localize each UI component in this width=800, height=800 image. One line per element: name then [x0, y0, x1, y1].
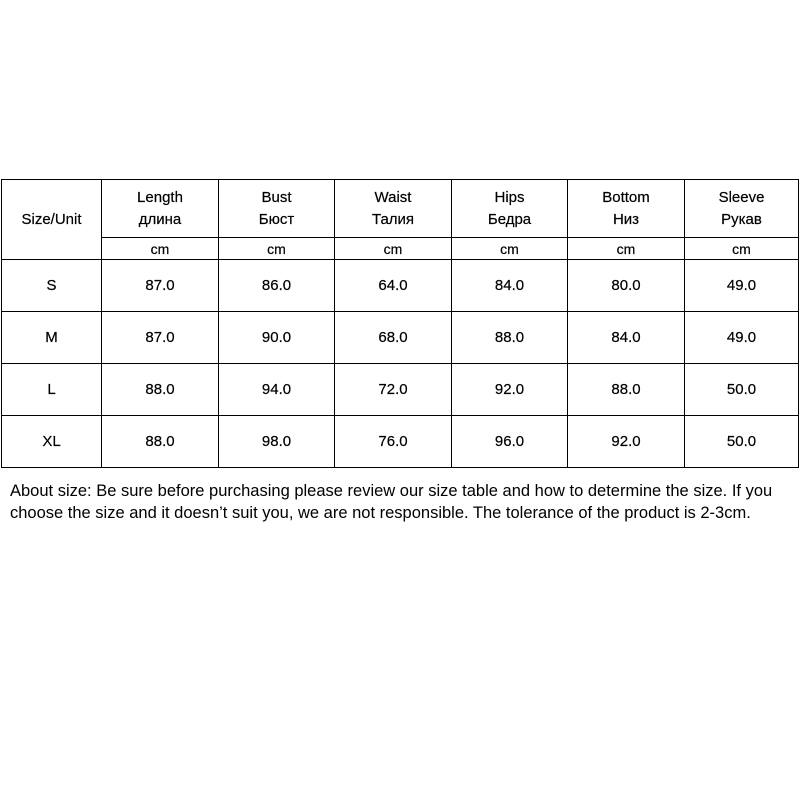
value-cell: 86.0 [219, 260, 335, 312]
value-cell: 72.0 [335, 364, 452, 416]
table-row-l [2, 364, 799, 416]
value-cell: 87.0 [102, 260, 219, 312]
value-cell: 64.0 [335, 260, 452, 312]
column-header-en: Length [137, 188, 183, 206]
value-cell: 94.0 [219, 364, 335, 416]
column-header-en: Waist [374, 188, 412, 206]
size-cell: M [2, 312, 102, 364]
value-cell: 96.0 [452, 416, 568, 468]
column-header-ru: Талия [371, 210, 415, 228]
value-cell: 49.0 [685, 260, 799, 312]
header-row [2, 180, 799, 238]
value-cell: 92.0 [452, 364, 568, 416]
column-header-ru: Рукав [721, 210, 762, 228]
value-cell: 88.0 [568, 364, 685, 416]
unit-cell: cm [685, 238, 799, 260]
size-cell: S [2, 260, 102, 312]
column-header-en: Hips [494, 188, 525, 206]
column-header-bottom [568, 180, 685, 238]
table-row-m [2, 312, 799, 364]
column-header-ru: Бюст [258, 210, 295, 228]
value-cell: 84.0 [452, 260, 568, 312]
column-header-waist [335, 180, 452, 238]
column-header-ru: Бедра [487, 210, 532, 228]
value-cell: 80.0 [568, 260, 685, 312]
value-cell: 90.0 [219, 312, 335, 364]
column-header-ru: длина [138, 210, 182, 228]
column-header-sleeve [685, 180, 799, 238]
value-cell: 68.0 [335, 312, 452, 364]
value-cell: 49.0 [685, 312, 799, 364]
unit-cell: cm [219, 238, 335, 260]
column-header-bust [219, 180, 335, 238]
size-note: About size: Be sure before purchasing please review our size table and how to determine the size. If you choose the size and it doesn’t suit you, we are not responsible. The tolerance of the product is 2-3cm. [10, 482, 773, 522]
size-table [1, 179, 799, 468]
column-header-en: Sleeve [718, 188, 765, 206]
value-cell: 92.0 [568, 416, 685, 468]
column-header-hips [452, 180, 568, 238]
value-cell: 88.0 [102, 416, 219, 468]
unit-row [2, 238, 799, 260]
table-row-xl [2, 416, 799, 468]
unit-cell: cm [452, 238, 568, 260]
size-cell: L [2, 364, 102, 416]
table-row-s [2, 260, 799, 312]
value-cell: 88.0 [102, 364, 219, 416]
column-header-length [102, 180, 219, 238]
unit-cell: cm [102, 238, 219, 260]
column-header-ru: Низ [612, 210, 640, 228]
value-cell: 88.0 [452, 312, 568, 364]
column-header-en: Bottom [602, 188, 650, 206]
value-cell: 87.0 [102, 312, 219, 364]
unit-cell: cm [335, 238, 452, 260]
value-cell: 98.0 [219, 416, 335, 468]
unit-cell: cm [568, 238, 685, 260]
size-cell: XL [2, 416, 102, 468]
value-cell: 76.0 [335, 416, 452, 468]
value-cell: 50.0 [685, 416, 799, 468]
column-header-en: Bust [261, 188, 292, 206]
size-unit-header: Size/Unit [2, 180, 102, 260]
value-cell: 84.0 [568, 312, 685, 364]
value-cell: 50.0 [685, 364, 799, 416]
